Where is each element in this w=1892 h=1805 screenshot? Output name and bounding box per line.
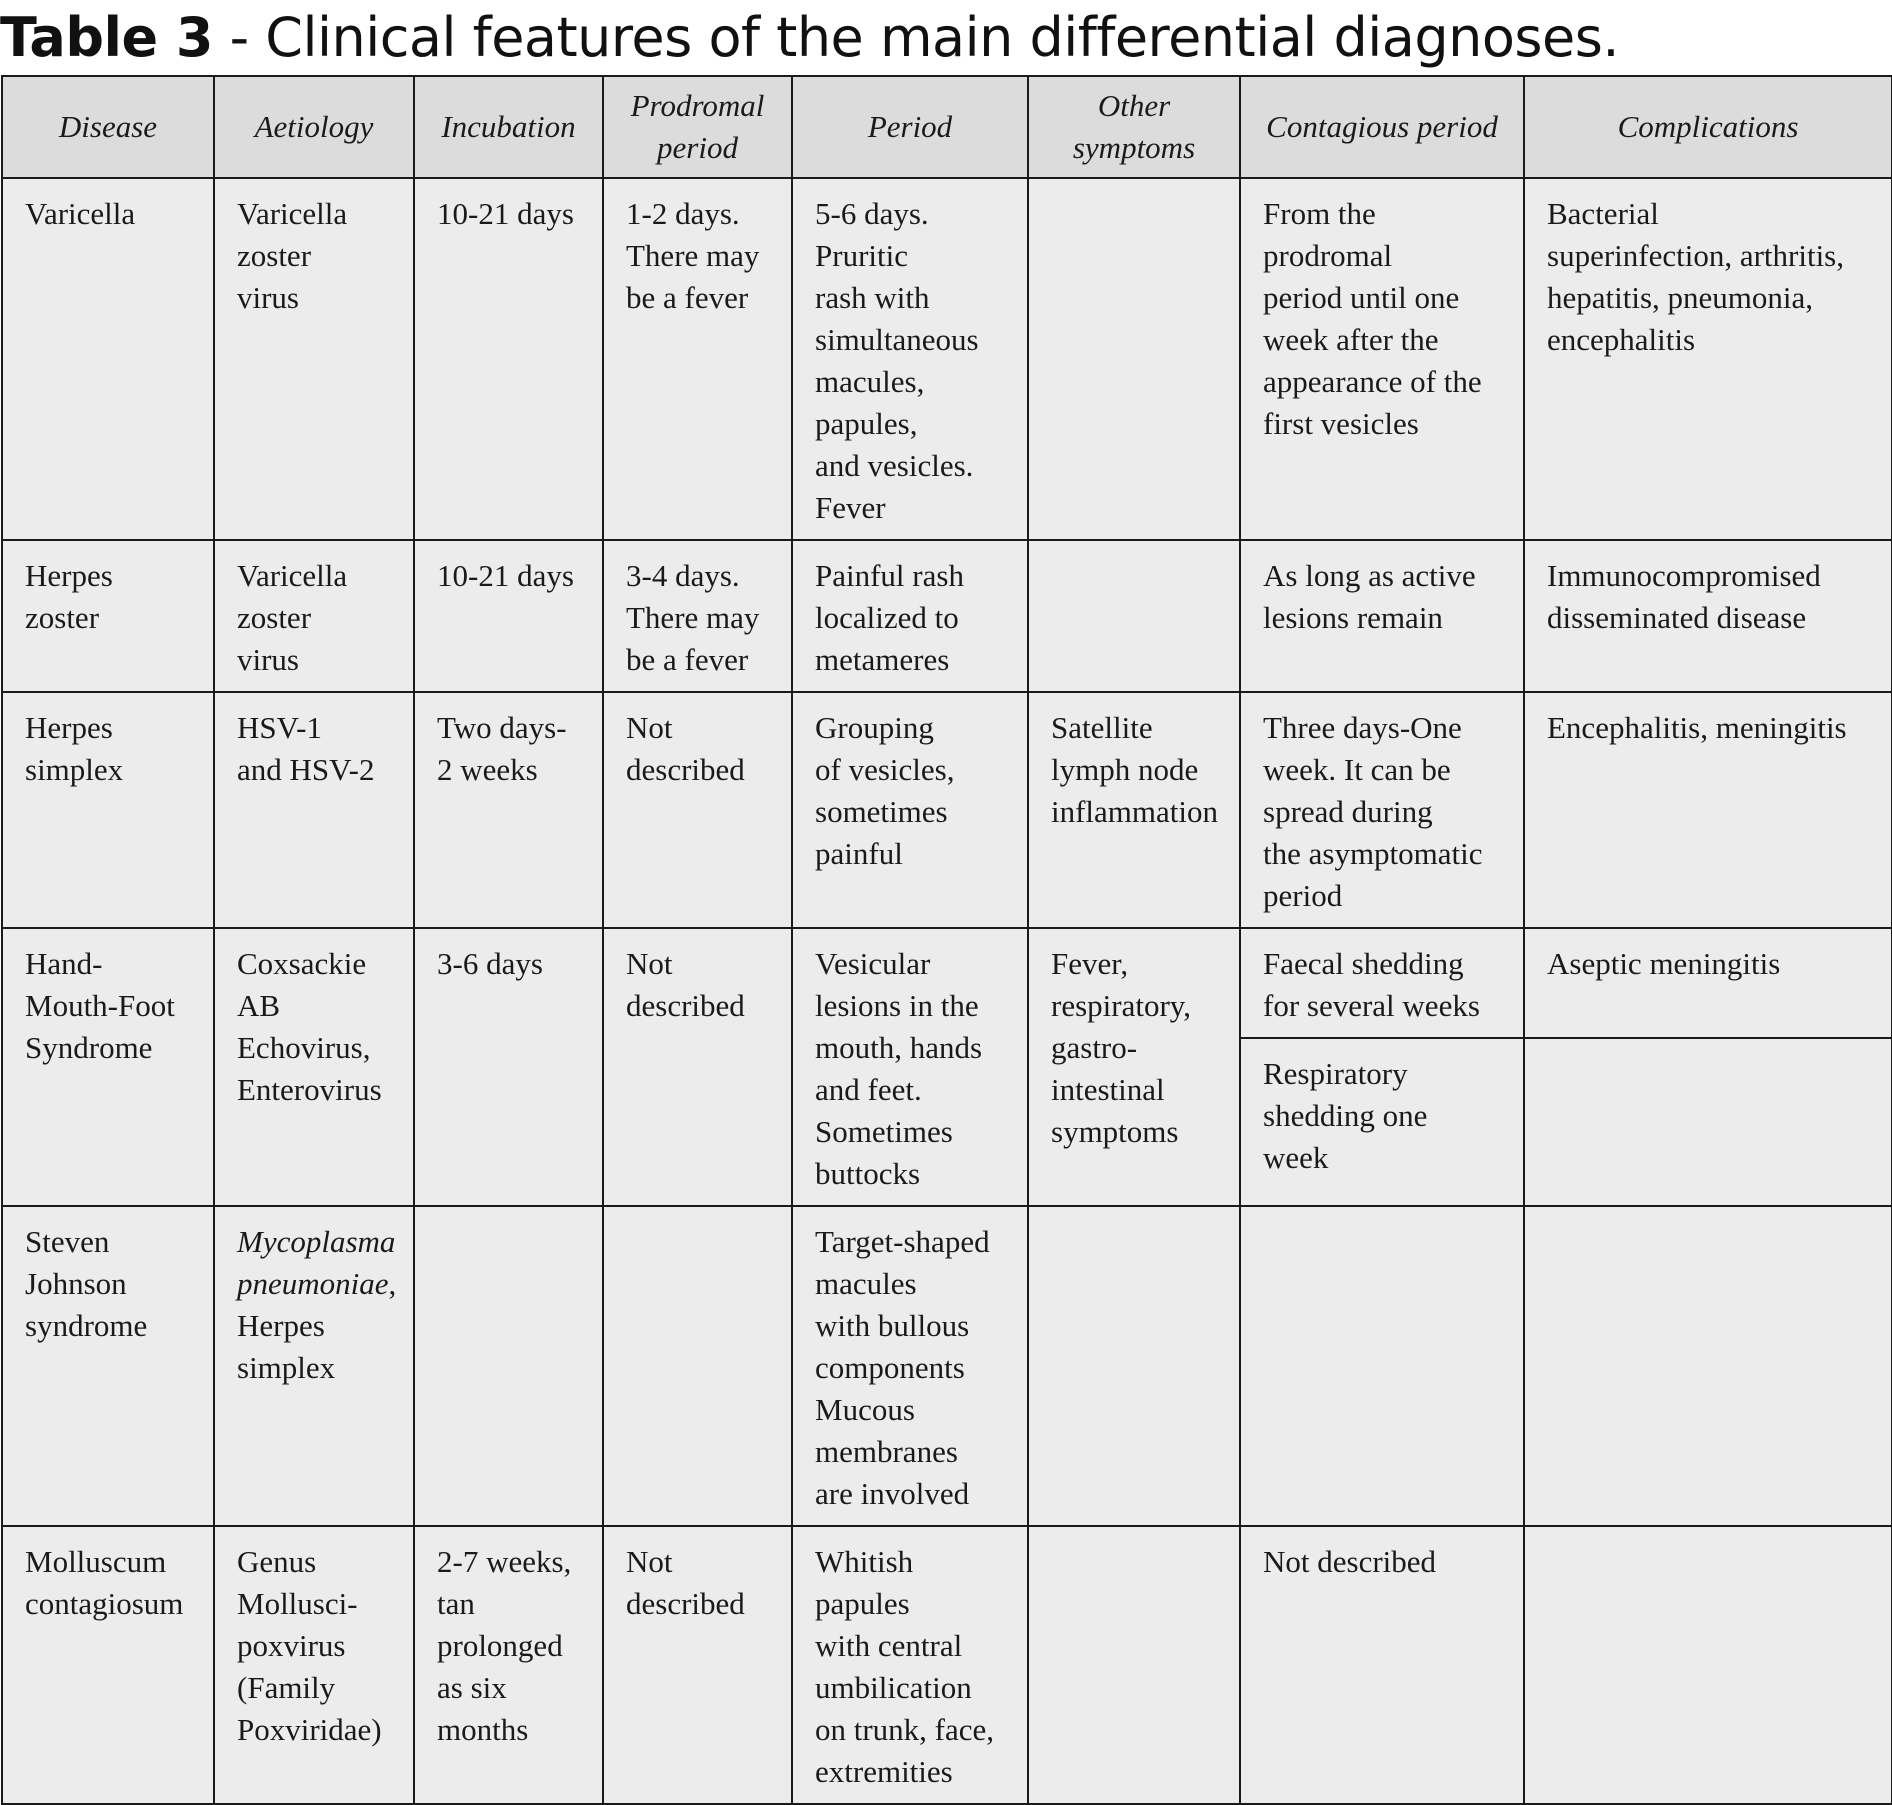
header-aetiology: Aetiology bbox=[214, 76, 414, 178]
header-contagious-period: Contagious period bbox=[1240, 76, 1524, 178]
table-row bbox=[2, 1526, 1892, 1804]
cell-period: Painful rash localized to metameres bbox=[792, 540, 1028, 692]
cell-other-symptoms bbox=[1028, 1206, 1240, 1526]
cell-contagious: From the prodromal period until one week after the appearance of the first vesicles bbox=[1240, 178, 1524, 540]
header-other-symptoms: Other symptoms bbox=[1028, 76, 1240, 178]
cell-disease: Steven Johnson syndrome bbox=[2, 1206, 214, 1526]
cell-contagious: As long as active lesions remain bbox=[1240, 540, 1524, 692]
cell-prodromal: 3-4 days. There may be a fever bbox=[603, 540, 792, 692]
cell-aetiology: Genus Mollusci- poxvirus (Family Poxviridae) bbox=[214, 1526, 414, 1804]
header-row bbox=[2, 76, 1892, 178]
cell-contagious bbox=[1240, 1206, 1524, 1526]
cell-complications: Encephalitis, meningitis bbox=[1524, 692, 1892, 928]
cell-other-symptoms bbox=[1028, 178, 1240, 540]
cell-prodromal: 1-2 days. There may be a fever bbox=[603, 178, 792, 540]
cell-incubation: 2-7 weeks, tan prolonged as six months bbox=[414, 1526, 603, 1804]
cell-disease: Varicella bbox=[2, 178, 214, 540]
cell-prodromal bbox=[603, 1206, 792, 1526]
table-title bbox=[0, 6, 1619, 69]
aetiology-rest: , Herpes simplex bbox=[237, 1266, 397, 1385]
table-row bbox=[2, 692, 1892, 928]
aetiology-italic: Mycoplasma pneumoniae bbox=[237, 1224, 396, 1301]
cell-period: Target-shaped macules with bullous components Mucous membranes are involved bbox=[792, 1206, 1028, 1526]
cell-prodromal: Not described bbox=[603, 928, 792, 1206]
cell-prodromal: Not described bbox=[603, 692, 792, 928]
cell-other-symptoms bbox=[1028, 1526, 1240, 1804]
cell-complications bbox=[1524, 1526, 1892, 1804]
header-disease: Disease bbox=[2, 76, 214, 178]
cell-other-symptoms bbox=[1028, 540, 1240, 692]
cell-disease: Molluscum contagiosum bbox=[2, 1526, 214, 1804]
table-row bbox=[2, 540, 1892, 692]
cell-period: Vesicular lesions in the mouth, hands and feet. Sometimes buttocks bbox=[792, 928, 1028, 1206]
header-complications: Complications bbox=[1524, 76, 1892, 178]
cell-other-symptoms: Satellite lymph node inflammation bbox=[1028, 692, 1240, 928]
cell-aetiology bbox=[214, 1206, 414, 1526]
differential-diagnoses-table bbox=[1, 75, 1892, 1805]
header-incubation: Incubation bbox=[414, 76, 603, 178]
table-row bbox=[2, 178, 1892, 540]
cell-period: 5-6 days. Pruritic rash with simultaneous macules, papules, and vesicles. Fever bbox=[792, 178, 1028, 540]
cell-aetiology: HSV-1 and HSV-2 bbox=[214, 692, 414, 928]
header-prodromal-period: Prodromal period bbox=[603, 76, 792, 178]
table-caption: - Clinical features of the main differential diagnoses. bbox=[212, 6, 1620, 69]
cell-aetiology: Varicella zoster virus bbox=[214, 540, 414, 692]
cell-complications bbox=[1524, 1206, 1892, 1526]
cell-aetiology: Coxsackie AB Echovirus, Enterovirus bbox=[214, 928, 414, 1206]
table-row bbox=[2, 1206, 1892, 1526]
cell-incubation: Two days- 2 weeks bbox=[414, 692, 603, 928]
header-period: Period bbox=[792, 76, 1028, 178]
cell-complications: Bacterial superinfection, arthritis, hepatitis, pneumonia, encephalitis bbox=[1524, 178, 1892, 540]
cell-other-symptoms: Fever, respiratory, gastro- intestinal symptoms bbox=[1028, 928, 1240, 1206]
cell-incubation: 3-6 days bbox=[414, 928, 603, 1206]
cell-disease: Herpes zoster bbox=[2, 540, 214, 692]
cell-period: Whitish papules with central umbilication on trunk, face, extremities bbox=[792, 1526, 1028, 1804]
cell-period: Grouping of vesicles, sometimes painful bbox=[792, 692, 1028, 928]
table-number: Table 3 bbox=[0, 6, 213, 69]
cell-aetiology: Varicella zoster virus bbox=[214, 178, 414, 540]
cell-complications: Immunocompromised disseminated disease bbox=[1524, 540, 1892, 692]
cell-complications: Aseptic meningitis bbox=[1524, 928, 1892, 1038]
cell-incubation: 10-21 days bbox=[414, 178, 603, 540]
cell-complications bbox=[1524, 1038, 1892, 1206]
cell-contagious: Respiratory shedding one week bbox=[1240, 1038, 1524, 1206]
cell-contagious: Faecal shedding for several weeks bbox=[1240, 928, 1524, 1038]
cell-contagious: Not described bbox=[1240, 1526, 1524, 1804]
cell-disease: Hand- Mouth-Foot Syndrome bbox=[2, 928, 214, 1206]
table-row bbox=[2, 928, 1892, 1038]
cell-contagious: Three days-One week. It can be spread during the asymptomatic period bbox=[1240, 692, 1524, 928]
cell-disease: Herpes simplex bbox=[2, 692, 214, 928]
cell-prodromal: Not described bbox=[603, 1526, 792, 1804]
cell-incubation: 10-21 days bbox=[414, 540, 603, 692]
cell-incubation bbox=[414, 1206, 603, 1526]
